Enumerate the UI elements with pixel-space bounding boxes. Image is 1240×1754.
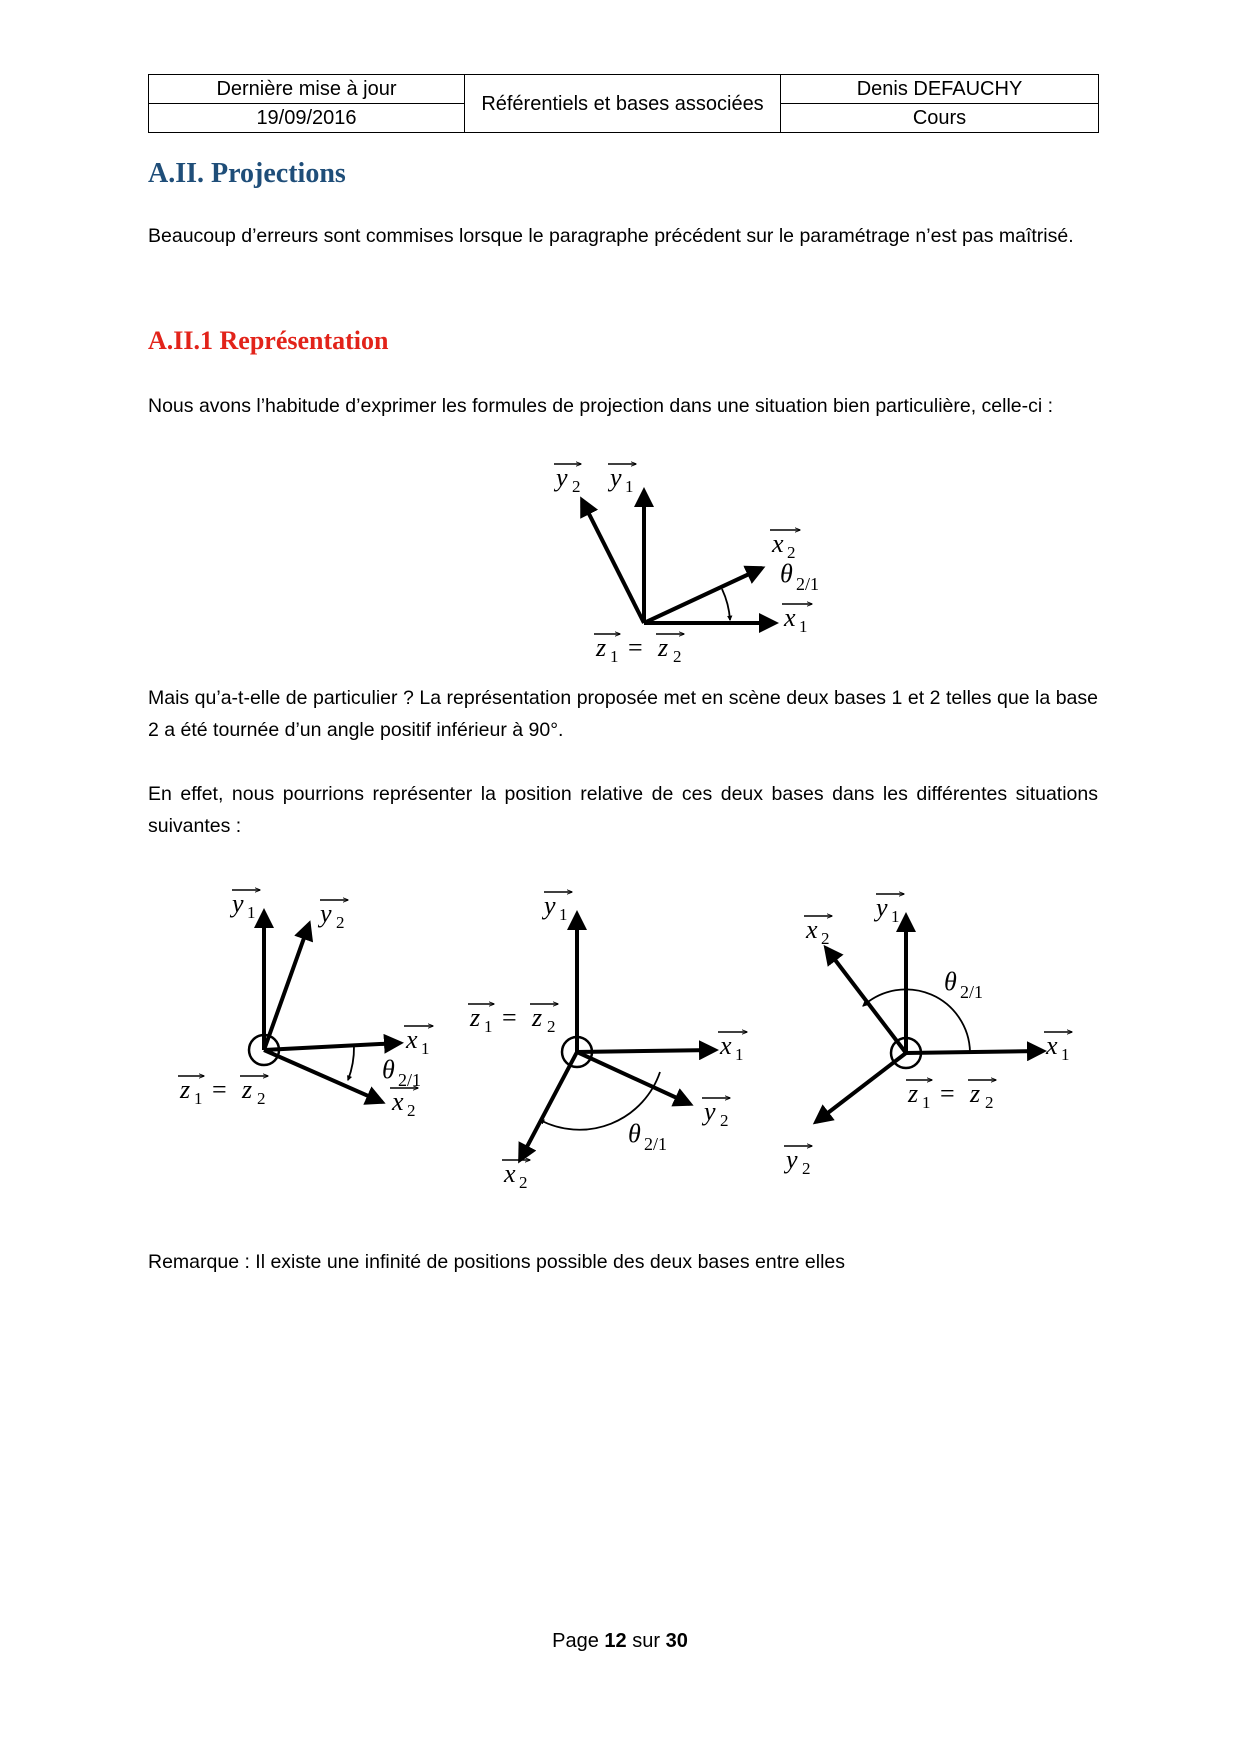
remark-paragraph: Remarque : Il existe une infinité de positions possible des deux bases entre elles: [148, 1251, 845, 1273]
svg-text:1: 1: [194, 1089, 203, 1108]
label-x1: [1044, 1031, 1072, 1064]
label-y1: [541, 891, 572, 924]
svg-text:1: 1: [922, 1093, 931, 1112]
svg-text:2: 2: [519, 1173, 528, 1192]
svg-text:2: 2: [257, 1089, 266, 1108]
label-z1-equals-z2: [178, 1075, 268, 1108]
svg-text:z: z: [908, 1079, 919, 1108]
svg-text:θ: θ: [382, 1055, 395, 1084]
label-y2: [317, 899, 348, 932]
angle-theta-arc: [722, 589, 730, 620]
svg-text:x: x: [772, 529, 784, 558]
svg-text:2: 2: [547, 1017, 556, 1036]
svg-text:2: 2: [720, 1111, 729, 1130]
svg-text:2: 2: [572, 477, 581, 496]
svg-text:θ: θ: [944, 967, 957, 996]
header-table: [148, 74, 1099, 133]
svg-text:2: 2: [802, 1159, 811, 1178]
svg-text:x: x: [406, 1025, 418, 1054]
svg-text:z: z: [180, 1075, 191, 1104]
label-y2: [701, 1097, 730, 1130]
label-z1-equals-z2: [468, 1003, 558, 1036]
header-last-update-label: Dernière mise à jour: [149, 75, 465, 104]
intro-paragraph: Beaucoup d’erreurs sont commises lorsque le paragraphe précédent sur le paramétrage n’est pas maîtrisé.: [148, 225, 1074, 247]
svg-text:=: =: [628, 633, 643, 662]
label-y1: [873, 893, 904, 926]
svg-text:1: 1: [559, 905, 568, 924]
label-y1: [229, 889, 260, 922]
vector-x2-arrow: [264, 1050, 382, 1102]
paragraph-situations: En effet, nous pourrions représenter la position relative de ces deux bases dans les différentes situations suivantes :: [148, 783, 1098, 837]
svg-text:=: =: [212, 1075, 227, 1104]
vector-x2-arrow: [644, 568, 762, 623]
section-title: A.II. Projections: [148, 158, 346, 189]
svg-text:y: y: [876, 893, 888, 922]
label-y2: [783, 1145, 812, 1178]
label-theta: [628, 1119, 667, 1154]
svg-text:1: 1: [735, 1045, 744, 1064]
vector-x1-arrow: [577, 1050, 715, 1052]
vector-y2-arrow: [582, 500, 644, 623]
svg-text:1: 1: [247, 903, 256, 922]
label-x2: [502, 1159, 530, 1192]
svg-text:x: x: [784, 603, 796, 632]
angle-theta-arc: [348, 1046, 354, 1080]
situation-diagram-3: [770, 880, 1100, 1190]
vector-x1-arrow: [906, 1051, 1043, 1053]
svg-text:y: y: [610, 463, 622, 492]
svg-text:z: z: [658, 633, 669, 662]
svg-text:x: x: [392, 1087, 404, 1116]
svg-text:z: z: [470, 1003, 481, 1032]
label-y1: [607, 463, 636, 496]
header-author: Denis DEFAUCHY: [781, 75, 1099, 104]
paragraph-habit: Nous avons l’habitude d’exprimer les formules de projection dans une situation bien particulière, celle-ci :: [148, 395, 1054, 417]
label-z1-equals-z2: [906, 1079, 996, 1112]
svg-text:2: 2: [407, 1101, 416, 1120]
svg-text:y: y: [556, 463, 568, 492]
vector-x2-arrow: [520, 1052, 577, 1160]
label-theta: [780, 559, 819, 594]
svg-text:2: 2: [985, 1093, 994, 1112]
paragraph-particular: Mais qu’a-t-elle de particulier ? La représentation proposée met en scène deux bases 1 et 2 telles que la base 2 a été tournée d’un angle positif inférieur à 90°.: [148, 687, 1098, 741]
svg-text:1: 1: [484, 1017, 493, 1036]
header-document-title: Référentiels et bases associées: [465, 75, 781, 133]
vector-y2-arrow: [816, 1053, 906, 1122]
svg-text:x: x: [806, 915, 818, 944]
svg-text:2: 2: [673, 647, 682, 666]
svg-text:z: z: [596, 633, 607, 662]
footer-current-page: 12: [604, 1630, 627, 1652]
svg-text:y: y: [232, 889, 244, 918]
svg-text:y: y: [704, 1097, 716, 1126]
svg-text:x: x: [1046, 1031, 1058, 1060]
vector-y2-arrow: [577, 1052, 690, 1104]
svg-text:x: x: [504, 1159, 516, 1188]
label-x1: [404, 1025, 433, 1058]
label-x2: [770, 529, 800, 562]
label-theta: [944, 967, 983, 1002]
main-base-diagram: [520, 448, 860, 668]
svg-text:y: y: [320, 899, 332, 928]
svg-text:2: 2: [787, 543, 796, 562]
situation-diagram-2: [460, 880, 760, 1200]
label-x1: [718, 1031, 747, 1064]
svg-text:y: y: [786, 1145, 798, 1174]
vector-x2-arrow: [826, 948, 906, 1053]
label-z1-equals-z2: [594, 633, 684, 666]
svg-text:θ: θ: [628, 1119, 641, 1148]
svg-text:y: y: [544, 891, 556, 920]
svg-text:2/1: 2/1: [644, 1134, 668, 1154]
page-footer: [0, 1630, 1240, 1653]
svg-text:1: 1: [625, 477, 634, 496]
svg-text:1: 1: [891, 907, 900, 926]
vector-y2-arrow: [264, 924, 309, 1050]
label-y2: [553, 463, 581, 496]
label-x1: [782, 603, 812, 636]
svg-text:z: z: [532, 1003, 543, 1032]
svg-text:1: 1: [1061, 1045, 1070, 1064]
svg-text:θ: θ: [780, 559, 793, 588]
label-x2: [804, 915, 832, 948]
footer-prefix: Page: [552, 1630, 605, 1652]
subsection-title: A.II.1 Représentation: [148, 326, 389, 355]
svg-text:2: 2: [336, 913, 345, 932]
svg-text:2/1: 2/1: [796, 574, 820, 594]
svg-text:=: =: [502, 1003, 517, 1032]
label-x2: [390, 1087, 418, 1120]
svg-text:2/1: 2/1: [960, 982, 984, 1002]
svg-text:1: 1: [799, 617, 808, 636]
header-doc-type: Cours: [781, 104, 1099, 133]
svg-text:1: 1: [610, 647, 619, 666]
svg-text:z: z: [242, 1075, 253, 1104]
header-date: 19/09/2016: [149, 104, 465, 133]
situation-diagram-1: [170, 880, 470, 1130]
svg-text:2: 2: [821, 929, 830, 948]
footer-middle: sur: [626, 1630, 666, 1652]
footer-total-pages: 30: [665, 1630, 688, 1652]
svg-text:=: =: [940, 1079, 955, 1108]
svg-text:1: 1: [421, 1039, 430, 1058]
svg-text:z: z: [970, 1079, 981, 1108]
svg-text:x: x: [720, 1031, 732, 1060]
label-theta: [382, 1055, 421, 1090]
svg-text:2/1: 2/1: [398, 1070, 422, 1090]
vector-x1-arrow: [264, 1043, 400, 1050]
